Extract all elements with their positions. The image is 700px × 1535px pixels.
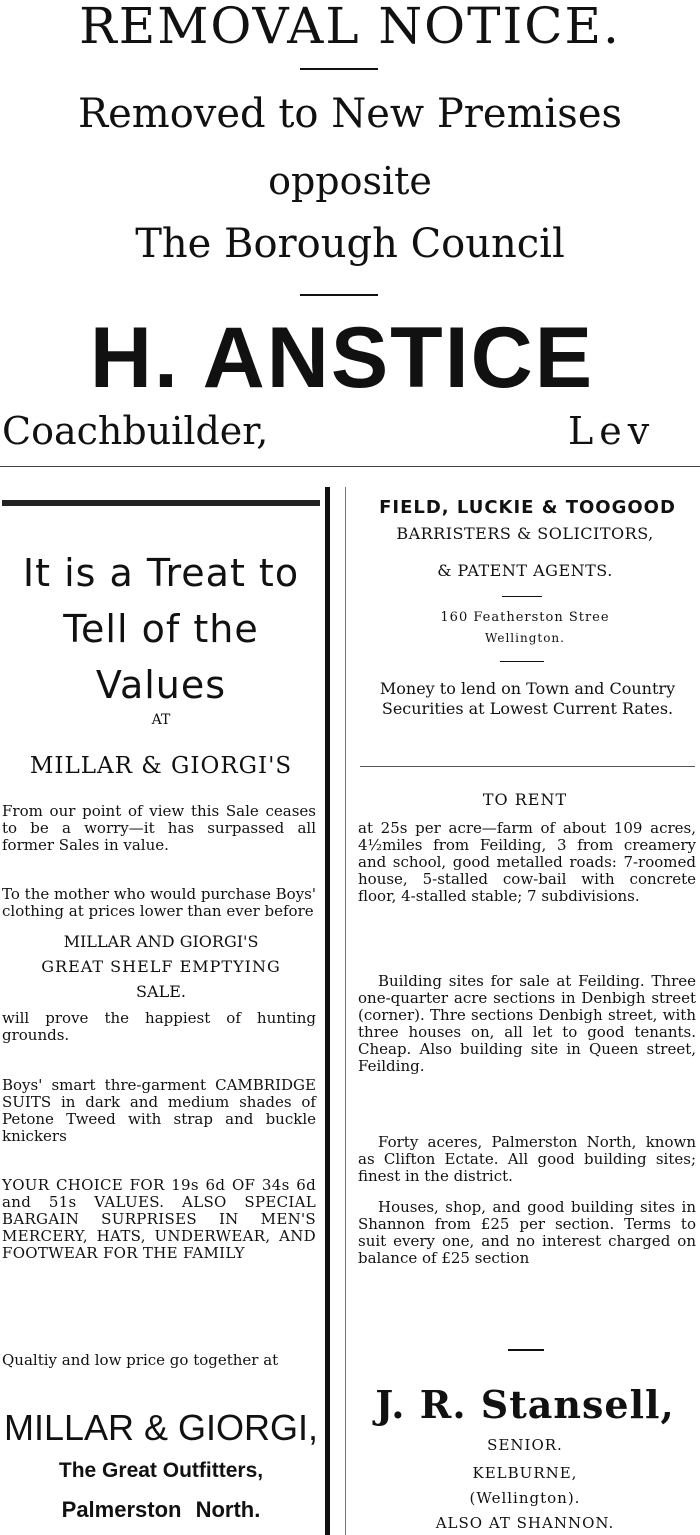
sale-line: GREAT SHELF EMPTYING xyxy=(41,957,281,976)
opposite-line: opposite xyxy=(268,159,432,203)
removal-notice-title: REMOVAL NOTICE. xyxy=(79,0,621,55)
barristers-line: BARRISTERS & SOLICITORS, xyxy=(396,524,654,543)
coachbuilder-town: Lev xyxy=(568,409,656,453)
ornament-rule xyxy=(300,294,378,296)
sale-line: MILLAR AND GIORGI'S xyxy=(63,932,259,951)
millar-giorgi-heading: MILLAR & GIORGI'S xyxy=(29,753,293,779)
to-rent-heading: TO RENT xyxy=(482,790,568,809)
ornament-rule xyxy=(502,596,542,597)
patent-agents-line: & PATENT AGENTS. xyxy=(437,561,613,580)
coachbuilder-label: Coachbuilder, xyxy=(2,409,269,453)
stansell-detail-line: (Wellington). xyxy=(469,1489,581,1507)
hunting-grounds-paragraph: will prove the happiest of hunting grounds. xyxy=(2,1009,316,1044)
sale-line: SALE. xyxy=(136,982,186,1001)
shannon-houses-paragraph: Houses, shop, and good building sites in Shannon from £25 per section. Terms to suit every one, and no interest charged on balance of £25 section xyxy=(358,1198,696,1267)
right-column-border xyxy=(345,487,346,1535)
treat-headline xyxy=(0,545,322,713)
forty-acres-paragraph: Forty aceres, Palmerston North, known as Clifton Ectate. All good building sites; finest in the district. xyxy=(358,1133,696,1185)
building-sites-paragraph: Building sites for sale at Feilding. Three one-quarter acre sections in Denbigh street (corner). Thre sections Denbigh street, with three houses on, all let to good tenants. Cheap. Also building site in Queen street, Feilding. xyxy=(358,972,696,1075)
address-street: 160 Featherston Stree xyxy=(440,610,610,625)
column-divider xyxy=(325,487,330,1535)
left-ad-top-bar xyxy=(2,500,320,506)
law-firm-name: FIELD, LUCKIE & TOOGOOD xyxy=(379,497,676,518)
at-label: AT xyxy=(151,712,171,728)
ornament-rule xyxy=(500,661,544,662)
quality-paragraph: Qualtiy and low price go together at xyxy=(2,1351,279,1369)
sale-worry-paragraph: From our point of view this Sale ceases to be a worry—it has surpassed all former Sales in value. xyxy=(2,802,316,854)
ornament-rule xyxy=(300,68,378,70)
anstice-name: H. ANSTICE xyxy=(89,310,595,406)
address-city: Wellington. xyxy=(485,631,565,645)
ornament-rule xyxy=(508,1349,544,1351)
mother-paragraph: To the mother who would purchase Boys' clothing at prices lower than ever before xyxy=(2,885,316,920)
headline-line: Values xyxy=(95,663,227,707)
headline-line: Tell of the xyxy=(63,607,259,651)
farm-rent-paragraph: at 25s per acre—farm of about 109 acres, 4½miles from Feilding, 3 from creamery and school, good metalled roads: 7-roomed house, 5-stalled cow-bail with concrete floor, 4-stalled stable; 7 subdivisions. xyxy=(358,819,696,905)
millar-giorgi-signature: MILLAR & GIORGI, xyxy=(3,1407,319,1448)
palmerston-north-line: Palmerston North. xyxy=(61,1497,261,1522)
great-outfitters-line: The Great Outfitters, xyxy=(58,1459,264,1482)
borough-council-line: The Borough Council xyxy=(135,221,565,267)
stansell-detail-line: ALSO AT SHANNON. xyxy=(435,1514,615,1532)
removed-line: Removed to New Premises xyxy=(77,91,623,137)
cambridge-suits-paragraph: Boys' smart thre-garment CAMBRIDGE SUITS in dark and medium shades of Petone Tweed with strap and buckle knickers xyxy=(2,1076,316,1145)
your-choice-paragraph: YOUR CHOICE FOR 19s 6d OF 34s 6d and 51s VALUES. ALSO SPECIAL BARGAIN SURPRISES IN MEN'S MERCERY, HATS, UNDERWEAR, AND FOOTWEAR FOR THE FAMILY xyxy=(2,1176,316,1262)
headline-line: It is a Treat to xyxy=(22,551,300,595)
stansell-detail-line: KELBURNE, xyxy=(472,1464,578,1482)
top-divider xyxy=(0,466,700,467)
money-to-lend-text: Money to lend on Town and Country Securities at Lowest Current Rates. xyxy=(379,679,676,718)
stansell-detail-line: SENIOR. xyxy=(487,1436,563,1454)
stansell-name: J. R. Stansell, xyxy=(375,1382,675,1427)
right-section-rule xyxy=(360,766,695,767)
